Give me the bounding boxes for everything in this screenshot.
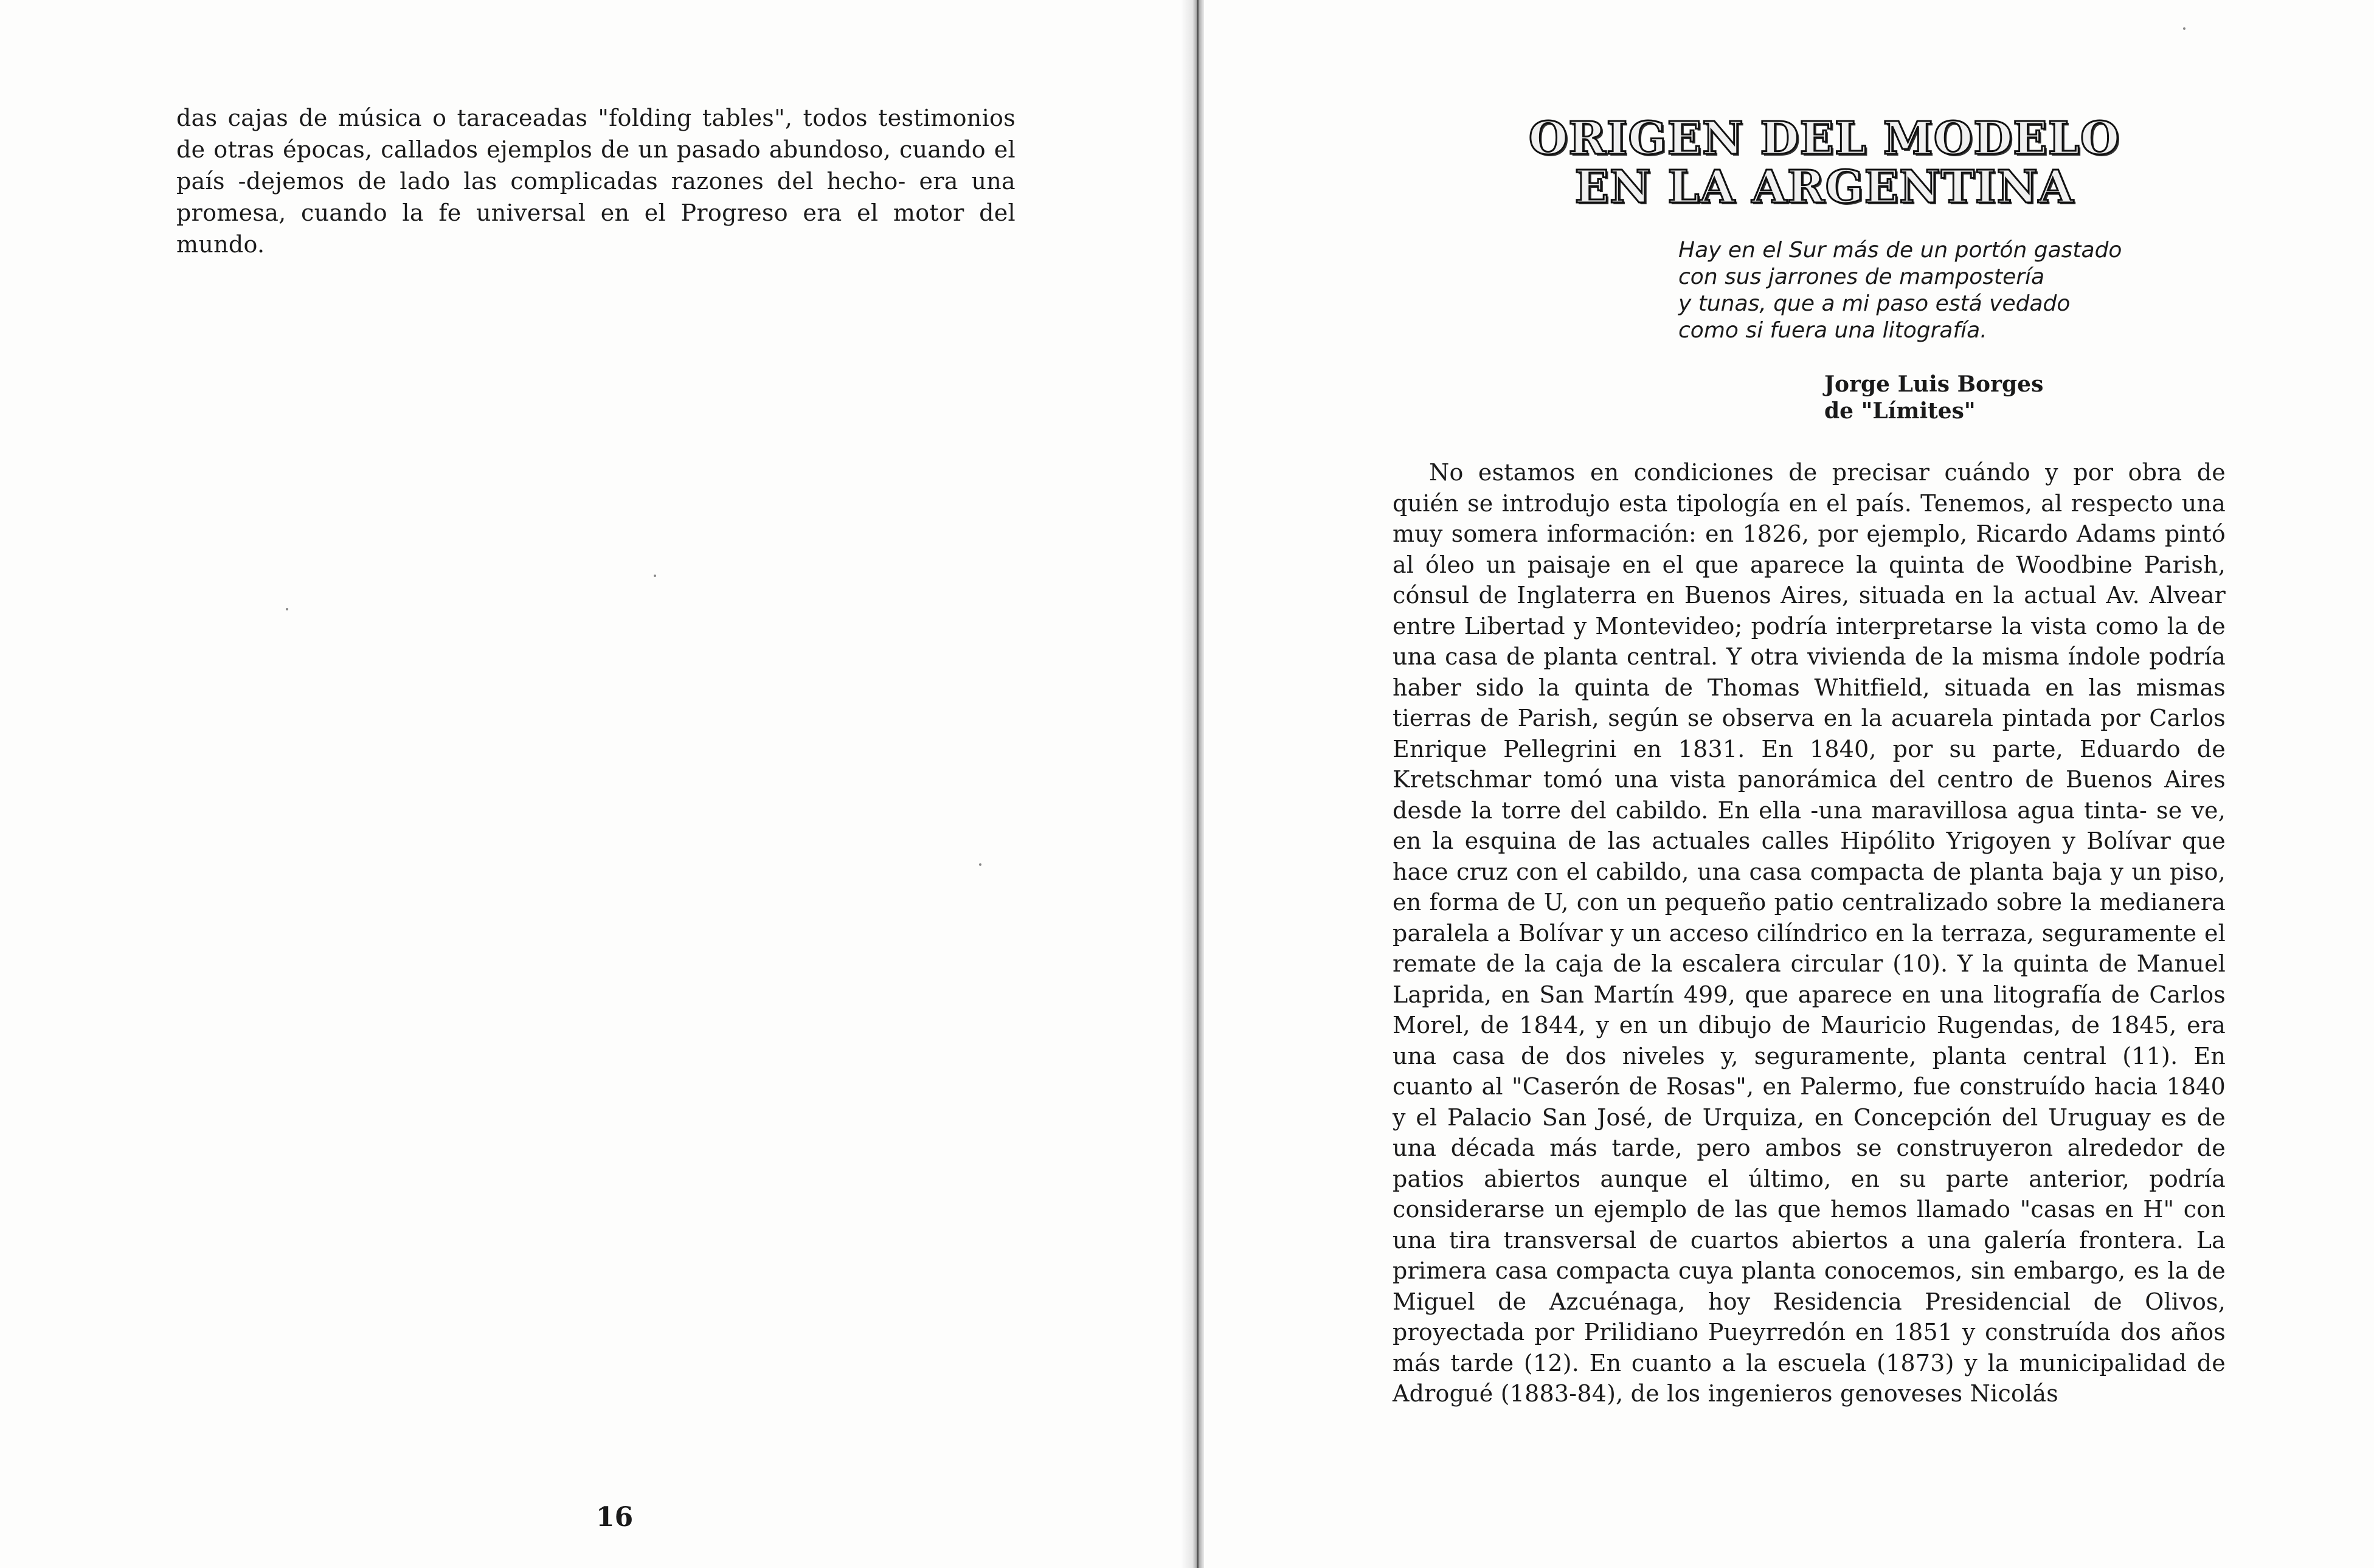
epigraph-line: y tunas, que a mi paso está vedado	[1678, 291, 2071, 316]
attribution-source: de "Límites"	[1824, 398, 1976, 424]
paper-speck	[286, 608, 288, 610]
body-paragraph: No estamos en condiciones de precisar cuándo y por obra de quién se introdujo esta tipología en el país. Tenemos, al respecto una muy somera información: en 1826, por ejemplo, Ricardo Adams pintó al óleo un paisaje en el que aparece la quinta de Woodbine Parish, cónsul de Inglaterra en Buenos Aires, situada en la actual Av. Alvear entre Libertad y Montevideo; podría interpretarse la vista como la de una casa de planta central. Y otra vivienda de la misma índole podría haber sido la quinta de Thomas Whitfield, situada en las mismas tierras de Parish, según se observa en la acuarela pintada por Carlos Enrique Pellegrini en 1831. En 1840, por su parte, Eduardo de Kretschmar tomó una vista panorámica del centro de Buenos Aires desde la torre del cabildo. En ella -una maravillosa agua tinta- se ve, en la esquina de las actuales calles Hipólito Yrigoyen y Bolívar que hace cruz con el cabildo, una casa compacta de planta baja y un piso, en forma de U, con un pequeño patio centralizado sobre la medianera paralela a Bolívar y un acceso cilíndrico en la terraza, seguramente el remate de la caja de la escalera circular (10). Y la quinta de Manuel Laprida, en San Martín 499, que aparece en una litografía de Carlos Morel, de 1844, y en un dibujo de Mauricio Rugendas, de 1845, era una casa de dos niveles y, seguramente, planta central (11). En cuanto al "Caserón de Rosas", en Palermo, fue construído hacia 1840 y el Palacio San José, de Urquiza, en Concepción del Uruguay es de una década más tarde, pero ambos se construyeron alrededor de patios abiertos aunque el último, en su parte anterior, podría considerarse un ejemplo de las que hemos llamado "casas en H" con una tira transversal de cuartos abiertos a una galería frontera. La primera casa compacta cuya planta conocemos, sin embargo, es la de Miguel de Azcuénaga, hoy Residencia Presidencial de Olivos, proyectada por Prilidiano Pueyrredón en 1851 y construída dos años más tarde (12). En cuanto a la escuela (1873) y la municipalidad de Adrogué (1883-84), de los ingenieros genoveses Nicolás	[1393, 459, 2226, 1407]
paper-speck	[979, 863, 981, 866]
chapter-title-line-2: EN LA ARGENTINA	[1574, 161, 2074, 213]
epigraph-attribution	[1824, 371, 2189, 424]
chapter-title	[1447, 114, 2201, 212]
left-paragraph: das cajas de música o taraceadas "folding tables", todos testimonios de otras épocas, callados ejemplos de un pasado abundoso, cuando el país -dejemos de lado las complicadas razones del hecho- era una promesa, cuando la fe universal en el Progreso era el motor del mundo.	[176, 105, 1016, 258]
epigraph-line: con sus jarrones de mampostería	[1678, 264, 2045, 289]
page-number-left: 16	[596, 1502, 634, 1533]
right-page-body	[1393, 457, 2226, 1409]
paper-speck	[2183, 27, 2185, 30]
attribution-author: Jorge Luis Borges	[1824, 371, 2044, 397]
epigraph-line: como si fuera una litografía.	[1678, 318, 1987, 343]
epigraph-line: Hay en el Sur más de un portón gastado	[1678, 238, 2122, 263]
epigraph	[1678, 237, 2226, 344]
left-page-text	[176, 102, 1016, 260]
paper-speck	[654, 575, 656, 577]
gutter-fold-line	[1197, 0, 1199, 1568]
chapter-title-line-1: ORIGEN DEL MODELO	[1528, 112, 2120, 165]
